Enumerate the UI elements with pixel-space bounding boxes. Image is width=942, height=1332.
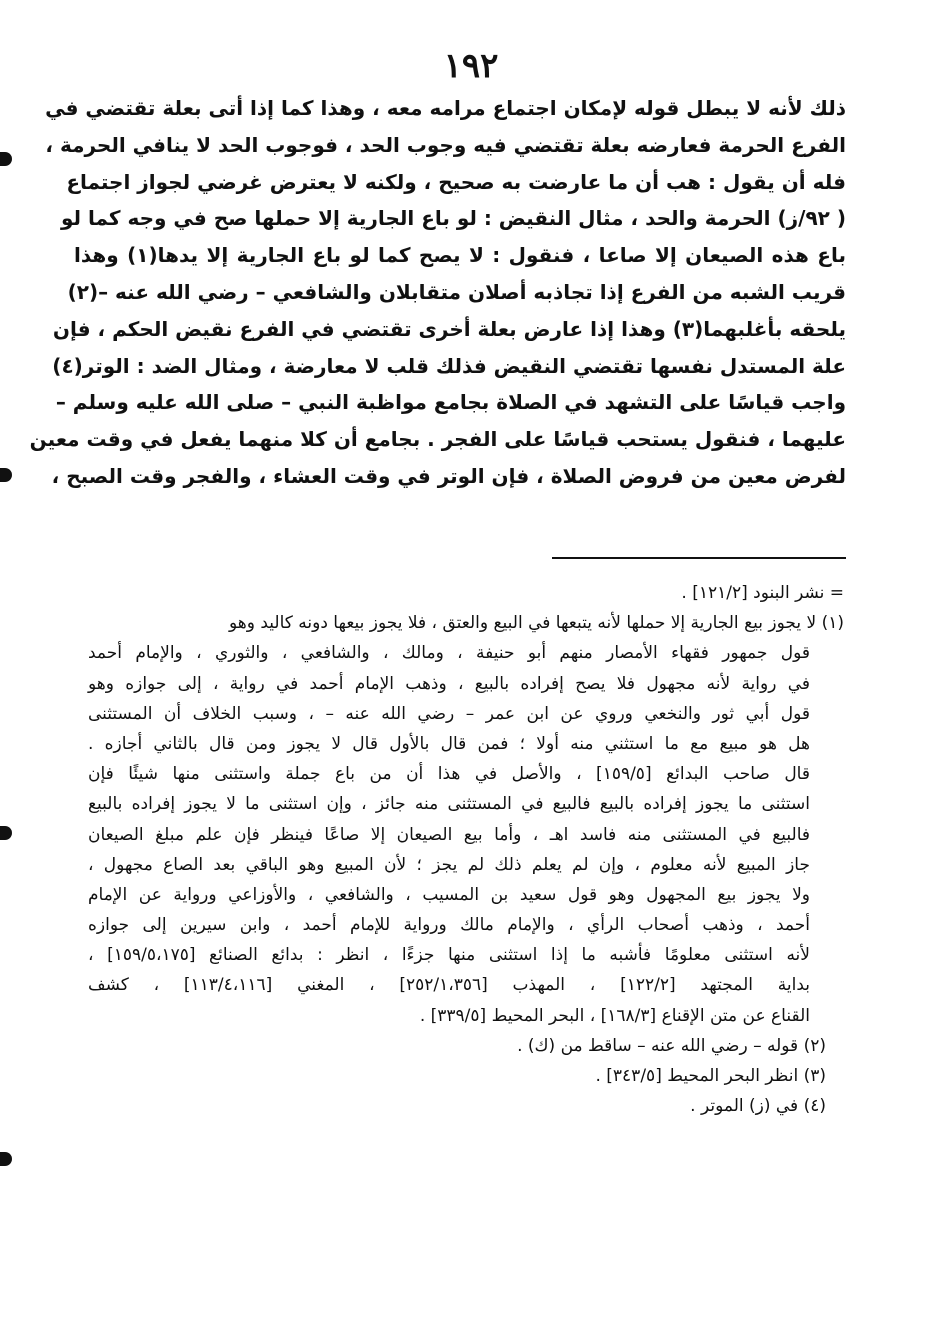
scan-margin-mark (0, 468, 12, 482)
scan-margin-mark (0, 826, 12, 840)
main-text-line: علة المستدل نفسها تقتضي النقيض فذلك قلب لا معارضة ، ومثال الضد : الوتر(٤) (52, 353, 846, 378)
footnote-1-line: قال صاحب البدائع [١٥٩/٥] ، والأصل في هذا أن من باع جملة واستثنى منها شيئًا فإن (88, 764, 810, 785)
main-text-line: ذلك لأنه لا يبطل قوله لإمكان اجتماع مرامه معه ، وهذا كما إذا أتى بعلة تقتضي في (45, 96, 846, 120)
main-text-line: باع هذه الصيعان إلا صاعا ، فنقول : لا يصح كما لو باع الجارية إلا يدها(١) وهذا (74, 243, 846, 268)
footnote-1-line: ولا يجوز بيع المجهول وهو قول سعيد بن المسيب ، والشافعي ، والأوزاعي ورواية عن الإمام (88, 884, 810, 905)
footnote-1-line: قول جمهور فقهاء الأمصار منهم أبو حنيفة ، ومالك ، والشافعي ، والثوري ، والإمام أحمد (88, 643, 810, 664)
main-text-line: قريب الشبه من الفرع إذا تجاذبه أصلان متقابلان والشافعي – رضي الله عنه –(٢) (67, 279, 846, 304)
footnote-1-line: هل هو مبيع مع ما استثني منه أولا ؛ فمن قال بالأول قال لا يجوز ومن قال بالثاني أجازه . (88, 733, 810, 754)
main-text-line: يلحقه بأغلبهما(٣) وهذا إذا عارض بعلة أخرى تقتضي في الفرع نقيض الحكم ، فإن (52, 316, 846, 341)
footnote-4: (٤) في (ز) الموتر . (690, 1096, 826, 1117)
footnote-1-line: جاز المبيع لأنه معلوم ، وإن لم يعلم ذلك لم يجز ؛ لأن المبيع وهو الباقي بعد الصاع مجهول ، (88, 854, 810, 875)
main-text-line: فله أن يقول : هب أن ما عارضت به صحيح ، ولكنه لا يعترض غرضي لجواز اجتماع (66, 169, 846, 194)
footnote-1-line: قول أبي ثور والنخعي وروي عن ابن عمر – رضي الله عنه – ، وسبب الخلاف أن المستثنى (88, 703, 810, 724)
scan-margin-mark (0, 1152, 12, 1166)
footnote-1-line: لأنه استثنى معلومًا فأشبه ما إذا استثنى منها جزءًا ، انظر : بدائع الصنائع [١٥٩/٥،١٧٥] ، (88, 945, 810, 966)
main-text-line: الفرع الحرمة فعارضه بعلة تقتضي فيه وجوب الحد ، فوجوب الحد لا ينافي الحرمة ، (45, 132, 846, 157)
footnote-carry-over: = نشر البنود [١٢١/٢] . (681, 583, 844, 603)
footnote-3: (٣) انظر البحر المحيط [٣٤٣/٥] . (595, 1066, 826, 1086)
footnote-1-line: في رواية لأنه مجهول فلا يصح إفراده بالبيع ، وذهب الإمام أحمد في رواية ، إلى جوازه وهو (88, 673, 810, 694)
footnote-1-line: أحمد ، وذهب أصحاب الرأي ، والإمام مالك ورواية للإمام أحمد ، وابن سيرين إلى جوازه (88, 915, 810, 936)
footnote-2: (٢) قوله – رضي الله عنه – ساقط من (ك) . (517, 1035, 826, 1056)
main-text-line: واجب قياسًا على التشهد في الصلاة بجامع مواظبة النبي – صلى الله عليه وسلم – (55, 390, 846, 415)
main-text-block (29, 90, 846, 495)
footnote-1-line: بداية المجتهد [١٢٢/٢] ، المهذب [٢٥٢/١،٣٥٦] ، المغني [١١٣/٤،١١٦] ، كشف (88, 975, 810, 996)
footnote-1-line: القناع عن متن الإقناع [١٦٨/٣] ، البحر المحيط [٣٣٩/٥] . (419, 1005, 810, 1026)
footnote-divider (552, 557, 846, 559)
page-number: ١٩٢ (443, 46, 499, 86)
footnotes-block (88, 578, 844, 1121)
main-text-line: ( ٩٢/ز) الحرمة والحد ، مثال النقيض : لو باع الجارية إلا حملها صح في وجه كما لو (60, 206, 846, 231)
footnote-1-line: فالبيع في المستثنى منه فاسد اهـ ، وأما بيع الصيعان إلا صاعًا فينظر فإن علم مبلغ الصيعان (88, 824, 810, 845)
footnote-1-line: استثنى ما يجوز إفراده بالبيع فالبيع في المستثنى منه جائز ، وإن استثنى ما لا يجوز إفراده بالبيع (88, 794, 810, 815)
scan-margin-mark (0, 152, 12, 166)
footnote-1-line: (١) لا يجوز بيع الجارية إلا حملها لأنه يتبعها في البيع والعتق ، فلا يجوز بيعها دونه كاليد وهو (229, 613, 844, 634)
main-text-line: عليهما ، فنقول يستحب قياسًا على الفجر . بجامع أن كلا منهما يفعل في وقت معين (29, 427, 846, 452)
main-text-line: لفرض معين من فروض الصلاة ، فإن الوتر في وقت العشاء ، والفجر وقت الصبح ، (51, 463, 846, 488)
